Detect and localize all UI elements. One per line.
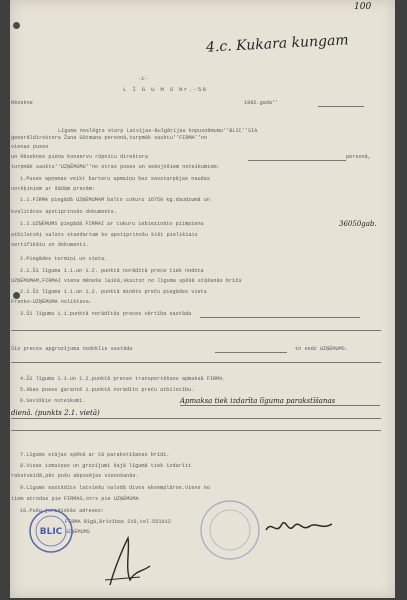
clause-2-1b: UZŅĒMUMAM,FIRMAI viena mēneša laikā,skaitot no līguma spēkā stāšanās brīža — [11, 278, 242, 284]
clause-4: 4.Šī līguma 1.1.un 1.2.punktā preces transportēšanu apmaksā FIRMA. — [20, 376, 226, 382]
clause-2-2: 2.2.Šī līguma 1.1.un 1.2. punktā minēto preču piegādes vieta — [20, 289, 207, 295]
clause-2-1: 2.1.Šī līguma 1.1.un 1.2. punktā norādītā prece tiek nodota — [20, 268, 204, 274]
para-intro-5: turpmāk sauktu''UZŅĒMUMU''no otras puses un sekojošiem noteikumiem: — [11, 164, 220, 170]
punch-hole — [13, 292, 20, 299]
address-firma: FIRMA Rīgā,Brīvības 219,tel.551012 — [65, 519, 171, 525]
deadline-blank — [215, 352, 287, 353]
clause-7: 7.Līgums stājas spēkā ar tā parakstīšanas brīdi. — [20, 452, 170, 458]
name-blank — [248, 160, 346, 161]
punch-hole — [13, 22, 20, 29]
page-marker: -1- — [138, 76, 148, 82]
para-intro-1: Līgums noslēgts starp Latvijas-Bulgārijas kopuzņēmumu''BLIC''SIA — [58, 128, 258, 134]
clause-1b: norēķiniem ar šādām precēm: — [11, 186, 96, 192]
para-intro-4: un Rēzeknes piena konservu rūpnīcu direktora — [11, 154, 148, 160]
signature-right — [262, 512, 342, 542]
blank-line — [11, 362, 381, 363]
clause-3: 3.Šī līguma 1.1.punktā norādītās preces vērtība sastāda — [20, 311, 192, 317]
stamp-text: BLIC — [39, 527, 63, 537]
firma-stamp — [198, 498, 262, 562]
clause-6: 6.Sevišķie noteikumi. — [20, 398, 86, 404]
clause-5: 5.Abas puses garantē 1.punktā norādīto preču atbilstību. — [20, 387, 195, 393]
date: 1992.gada'' — [244, 100, 279, 106]
blic-stamp — [28, 508, 74, 554]
para-intro-4b: personā, — [346, 154, 371, 160]
page-number-handwritten: 100 — [354, 2, 372, 12]
clause-1-1b: kvalitātes apstiprinošo dokuments. — [11, 209, 117, 215]
clause-3-2b: to sedz UZŅĒMUMS. — [295, 346, 348, 352]
place: Rēzekne — [11, 100, 33, 106]
date-blank — [318, 106, 364, 107]
clause-8: 8.Visas izmaiņas un grozījumi šajā līgumā tiek izdarīti — [20, 463, 192, 469]
para-intro-2: ģenerāldirektora Žana Gūtmana personā,turpmāk sauktu''FIRMA''no — [11, 135, 208, 141]
clause-1-1: 1.1.FIRMA piegādā UZŅĒMUMAM balto cukuru 16750 kg.daudzumā un — [20, 197, 210, 203]
handwritten-note: 4.c. Kukara kungam — [205, 32, 350, 56]
clause-1: 1.Puses apņemas veikt barteru apmaiņu bez savstarpējas naudas — [20, 176, 210, 182]
notes-blank — [180, 405, 380, 406]
contract-title: L Ī G U M S Nr.-58 — [123, 86, 208, 93]
clause-1-2c: sertifikātu un dokumenti. — [11, 242, 89, 248]
para-intro-3: vienas puses — [11, 144, 49, 150]
signature-left — [100, 530, 160, 590]
clause-10: 10.Pušu juridiskās adreses: — [20, 508, 105, 514]
notes-blank — [11, 418, 381, 419]
blank-line — [11, 330, 381, 331]
notes-blank — [11, 430, 381, 431]
contract-page — [10, 0, 395, 598]
clause-9b: tiem atrodas pie FIRMAS,otrs pie UZŅĒMUMA — [11, 496, 139, 502]
handwritten-special-notes: Apmaksa tiek izdarīta līguma parakstīšanas — [180, 397, 336, 405]
clause-3-2: Šīs preces apgrozījuma nodoklis sastāda — [11, 346, 133, 352]
clause-8b: rakstveidā,pēc pušu abpusējas vienošanās. — [11, 473, 139, 479]
clause-2: 2.Piegādes termiņi un vieta. — [20, 256, 108, 262]
clause-1-2b: atbilstoši valsts standartam ko apstiprinošu kišt pielikiais — [11, 232, 198, 238]
value-blank — [200, 317, 360, 318]
clause-2-2b: Franko-UZŅĒMUMA noliktava. — [11, 299, 92, 305]
clause-1-2: 1.2.UZŅĒMUMS piegādā FIRMAI ar cukuru iebiezināto piimpienu — [20, 221, 204, 227]
handwritten-special-notes-2: dienā. (punkts 2.1. vietā) — [11, 409, 100, 417]
clause-9: 9.Līgums sastādīts latviešu valodā divos eksemplāros.Viens no — [20, 485, 210, 491]
handwritten-amount: 36050gab. — [339, 220, 377, 228]
address-firma-2: UZŅĒMUMS — [65, 529, 90, 535]
